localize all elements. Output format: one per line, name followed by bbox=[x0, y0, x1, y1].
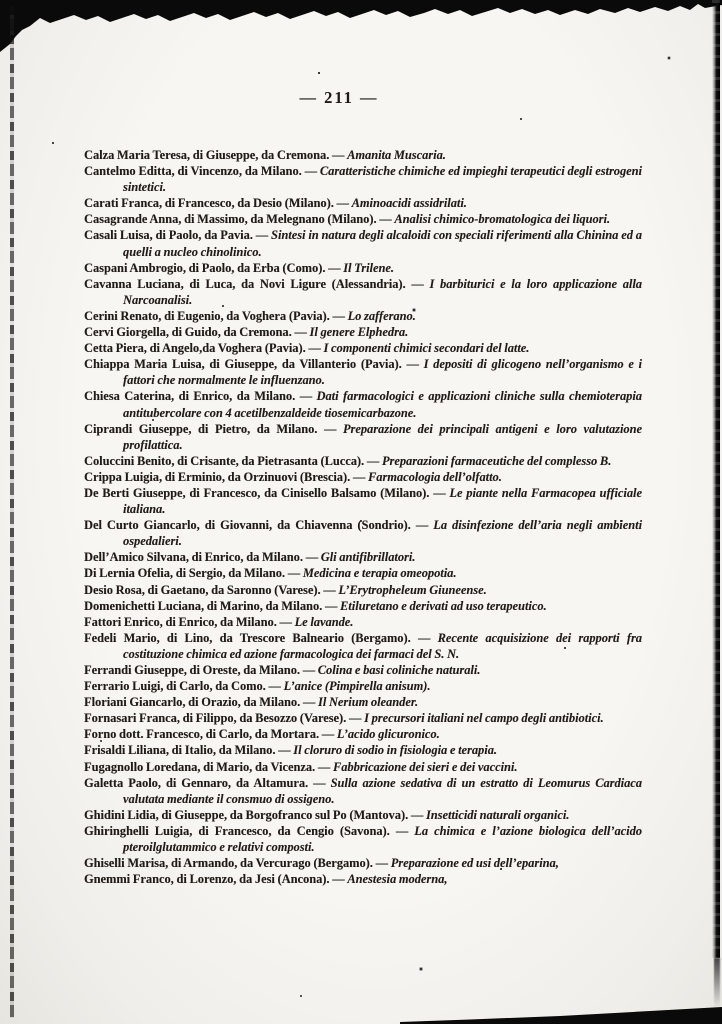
entry bbox=[84, 742, 642, 758]
entry-title: Recente acquisizione dei rapporti fra costituzione chimica ed azione farmacologica dei farmaci del S. N. bbox=[123, 630, 642, 661]
entry-separator: — bbox=[415, 518, 434, 533]
entry-name: Ghiringhelli Luigia, di Francesco, da Cengio (Savona). bbox=[84, 823, 396, 838]
entry-separator: — bbox=[278, 743, 294, 758]
entry bbox=[84, 260, 642, 276]
entry-separator: — bbox=[287, 566, 303, 581]
entry-title: La chimica e l’azione biologica dell’acido pteroilglutammico e relativi composti. bbox=[123, 823, 643, 855]
entry-title: Anestesia moderna, bbox=[347, 872, 448, 887]
entry-separator: — bbox=[323, 421, 343, 436]
entry bbox=[84, 211, 642, 227]
entry bbox=[84, 775, 642, 807]
entry bbox=[84, 807, 642, 823]
entry-separator: — bbox=[294, 325, 310, 340]
entry-name: Cerini Renato, di Eugenio, da Voghera (Pavia). bbox=[84, 308, 333, 323]
entry-title: I depositi di glicogeno nell’organismo e i fattori che normalmente le influenzano. bbox=[123, 357, 642, 388]
entry-separator: — bbox=[323, 582, 339, 597]
entry-separator: — bbox=[332, 872, 348, 887]
entry-title: Etiluretano e derivati ad uso terapeutico. bbox=[340, 598, 547, 613]
entry bbox=[84, 324, 642, 340]
entry bbox=[84, 356, 642, 388]
entry bbox=[84, 855, 642, 871]
entry bbox=[84, 694, 642, 710]
entry bbox=[84, 453, 642, 469]
entry bbox=[84, 517, 642, 549]
entry bbox=[84, 614, 642, 630]
entry-name: Fattori Enrico, di Enrico, da Milano. bbox=[84, 614, 280, 629]
entry bbox=[84, 340, 642, 356]
entry bbox=[84, 823, 642, 855]
top-edge-shape bbox=[0, 0, 722, 70]
entry-title: I barbiturici e la loro applicazione alla Narcoanalisi. bbox=[123, 276, 643, 307]
entry-name: Cavanna Luciana, di Luca, da Novi Ligure (Alessandria). bbox=[84, 276, 412, 291]
entry-list bbox=[84, 147, 642, 887]
entry-title: Le lavande. bbox=[294, 614, 354, 629]
entry-separator: — bbox=[302, 695, 319, 710]
entry bbox=[84, 421, 642, 453]
entry-name: Del Curto Giancarlo, di Giovanni, da Chiavenna (Sondrio). bbox=[84, 518, 416, 533]
entry-title: Il Trilene. bbox=[343, 260, 394, 275]
entry bbox=[84, 726, 642, 742]
entry-name: Floriani Giancarlo, di Orazio, da Milano. bbox=[84, 695, 303, 710]
entry-name: Ghidini Lidia, di Giuseppe, da Borgofranco sul Po (Mantova). bbox=[84, 807, 411, 822]
entry-name: Cantelmo Editta, di Vincenzo, da Milano. bbox=[84, 164, 305, 179]
entry-title: Lo zafferano. bbox=[347, 308, 416, 323]
entry-name: Desio Rosa, di Gaetano, da Saronno (Varese). bbox=[84, 582, 324, 597]
entry bbox=[84, 759, 642, 775]
entry-title: Sulla azione sedativa di un estratto di Leomurus Cardiaca valutata mediante il consmuo di ossigeno. bbox=[123, 775, 642, 806]
entry-title: Fabbricazione dei sieri e dei vaccini. bbox=[332, 759, 518, 774]
entry-title: I precursori italiani nel campo degli antibiotici. bbox=[364, 711, 604, 726]
entry-separator: — bbox=[305, 550, 321, 565]
entry-name: Ciprandi Giuseppe, di Pietro, da Milano. bbox=[84, 421, 324, 436]
entry-title: Amanita Muscaria. bbox=[347, 148, 446, 162]
entry bbox=[84, 163, 642, 195]
entry-name: Ghiselli Marisa, di Armando, da Vercurago (Bergamo). bbox=[84, 856, 376, 871]
entry-name: Fedeli Mario, di Lino, da Trescore Balneario (Bergamo). bbox=[84, 630, 418, 645]
entry-separator: — bbox=[395, 823, 415, 838]
entry-name: Fugagnollo Loredana, di Mario, da Vicenza. bbox=[84, 759, 318, 774]
entry-name: Cervi Giorgella, di Guido, da Cremona. bbox=[84, 325, 295, 340]
entry-separator: — bbox=[321, 727, 337, 742]
entry bbox=[84, 227, 642, 259]
entry bbox=[84, 678, 642, 694]
entry-separator: — bbox=[379, 212, 395, 227]
entry-separator: — bbox=[302, 663, 318, 677]
entry-name: De Berti Giuseppe, di Francesco, da Cinisello Balsamo (Milano). bbox=[84, 485, 434, 500]
entry-name: Dell’Amico Silvana, di Enrico, da Milano. bbox=[84, 550, 306, 565]
entry-separator: — bbox=[348, 711, 365, 726]
entry-title: Caratteristiche chimiche ed impieghi terapeutici degli estrogeni sintetici. bbox=[123, 164, 643, 195]
entry bbox=[84, 662, 642, 678]
entry bbox=[84, 195, 642, 211]
entry-separator: — bbox=[299, 389, 317, 404]
entry-title: Gli antifibrillatori. bbox=[320, 550, 416, 565]
entry-name: Chiappa Maria Luisa, di Giuseppe, da Villanterio (Pavia). bbox=[84, 357, 407, 372]
entry-separator: — bbox=[313, 775, 331, 790]
entry bbox=[84, 630, 642, 662]
entry-separator: — bbox=[366, 453, 382, 468]
entry bbox=[84, 485, 642, 517]
entry bbox=[84, 549, 642, 565]
scan-artifact-top-edge bbox=[0, 0, 722, 70]
entry-separator: — bbox=[255, 228, 272, 243]
entry-name: Crippa Luigia, di Erminio, da Orzinuovi (Brescia). bbox=[84, 469, 353, 484]
entry-title: Il Nerium oleander. bbox=[318, 695, 419, 710]
entry bbox=[84, 469, 642, 485]
entry bbox=[84, 388, 642, 420]
entry-title: Preparazione ed usi dell’eparina, bbox=[390, 856, 559, 871]
bottom-edge-shape bbox=[0, 1000, 722, 1024]
entry-separator: — bbox=[410, 807, 426, 822]
entry-separator: — bbox=[336, 196, 352, 211]
entry-separator: — bbox=[433, 485, 450, 500]
entry-name: Coluccini Benito, di Crisante, da Pietrasanta (Lucca). bbox=[84, 453, 367, 468]
entry bbox=[84, 710, 642, 726]
entry-title: L’acido glicuronico. bbox=[336, 727, 440, 742]
entry-title: Farmacologia dell’olfatto. bbox=[368, 469, 502, 484]
entry bbox=[84, 582, 642, 598]
entry-separator: — bbox=[332, 308, 348, 323]
entry bbox=[84, 276, 642, 308]
entry-name: Galetta Paolo, di Gennaro, da Altamura. bbox=[84, 775, 314, 790]
scan-noise-specks bbox=[0, 0, 2, 2]
entry-title: La disinfezione dell’aria negli ambienti ospedalieri. bbox=[123, 518, 643, 549]
entry-separator: — bbox=[324, 598, 341, 613]
entry-name: Chiesa Caterina, di Enrico, da Milano. bbox=[84, 389, 300, 404]
entry-separator: — bbox=[317, 759, 333, 774]
entry-separator: — bbox=[352, 469, 368, 484]
entry-separator: — bbox=[417, 630, 438, 645]
entry-title: Medicina e terapia omeopotia. bbox=[302, 566, 457, 581]
entry-separator: — bbox=[406, 357, 424, 372]
entry-title: Analisi chimico-bromatologica dei liquori. bbox=[394, 212, 611, 227]
entry-title: L’anice (Pimpirella anisum). bbox=[283, 679, 431, 694]
entry-name: Fornasari Franca, di Filippo, da Besozzo (Varese). bbox=[84, 711, 349, 726]
entry-separator: — bbox=[328, 260, 344, 275]
page-number: — 211 — bbox=[299, 88, 379, 107]
entry-title: Preparazioni farmaceutiche del complesso B. bbox=[381, 453, 612, 468]
entry-title: Il cloruro di sodio in fisiologia e terapia. bbox=[293, 743, 497, 758]
entry-name: Di Lernia Ofelia, di Sergio, da Milano. bbox=[84, 566, 288, 581]
entry-title: I componenti chimici secondari del latte. bbox=[323, 341, 530, 356]
entry bbox=[84, 598, 642, 614]
entry-title: Dati farmacologici e applicazioni cliniche sulla chemioterapia antitubercolare con 4 acetilbenzaldeide tiosemicarbazone. bbox=[123, 389, 642, 420]
entry-name: Cetta Piera, di Angelo,da Voghera (Pavia). bbox=[84, 341, 309, 356]
entry-separator: — bbox=[332, 148, 348, 162]
entry-title: Insetticidi naturali organici. bbox=[425, 807, 570, 822]
entry-separator: — bbox=[268, 679, 284, 694]
entry-separator: — bbox=[375, 856, 391, 871]
entry-title: Sintesi in natura degli alcaloidi con speciali riferimenti alla Chinina ed a quelli a nucleo chinolinico. bbox=[123, 228, 642, 259]
entry bbox=[84, 147, 642, 163]
entry-separator: — bbox=[411, 276, 430, 291]
entry-title: Il genere Elphedra. bbox=[309, 325, 409, 340]
entry-name: Frisaldi Liliana, di Italio, da Milano. bbox=[84, 743, 279, 758]
entry-name: Domenichetti Luciana, di Marino, da Milano. bbox=[84, 598, 325, 613]
entry-title: L’Erytropheleum Giuneense. bbox=[338, 582, 487, 597]
entry-name: Casagrande Anna, di Massimo, da Melegnano (Milano). bbox=[84, 212, 380, 227]
scan-artifact-bottom-edge bbox=[0, 1000, 722, 1024]
entry-title: Le piante nella Farmacopea ufficiale italiana. bbox=[123, 485, 642, 517]
scan-artifact-left-fold-line bbox=[10, 6, 14, 1018]
entry-name: Ferrario Luigi, di Carlo, da Como. bbox=[84, 679, 269, 694]
entry-name: Calza Maria Teresa, di Giuseppe, da Cremona. bbox=[84, 148, 333, 162]
entry bbox=[84, 871, 642, 887]
entry bbox=[84, 308, 642, 324]
scan-artifact-right-gutter bbox=[712, 0, 720, 958]
entry-name: Gnemmi Franco, di Lorenzo, da Jesi (Ancona). bbox=[84, 872, 333, 887]
entry-separator: — bbox=[279, 614, 295, 629]
entry-name: Ferrandi Giuseppe, di Oreste, da Milano. bbox=[84, 663, 303, 677]
entry-title: Preparazione dei principali antigeni e loro valutazione profilattica. bbox=[123, 421, 642, 452]
entry-title: Colina e basi coliniche naturali. bbox=[317, 663, 481, 677]
entry-name: Casali Luisa, di Paolo, da Pavia. bbox=[84, 228, 256, 243]
entry-name: Caspani Ambrogio, di Paolo, da Erba (Como). bbox=[84, 260, 329, 275]
entry-title: Aminoacidi assidrilati. bbox=[351, 196, 467, 211]
entry-name: Forno dott. Francesco, di Carlo, da Mortara. bbox=[84, 727, 322, 742]
entry-separator: — bbox=[304, 164, 320, 179]
entry-separator: — bbox=[308, 341, 324, 356]
entry bbox=[84, 565, 642, 581]
entry-name: Carati Franca, di Francesco, da Desio (Milano). bbox=[84, 196, 337, 211]
